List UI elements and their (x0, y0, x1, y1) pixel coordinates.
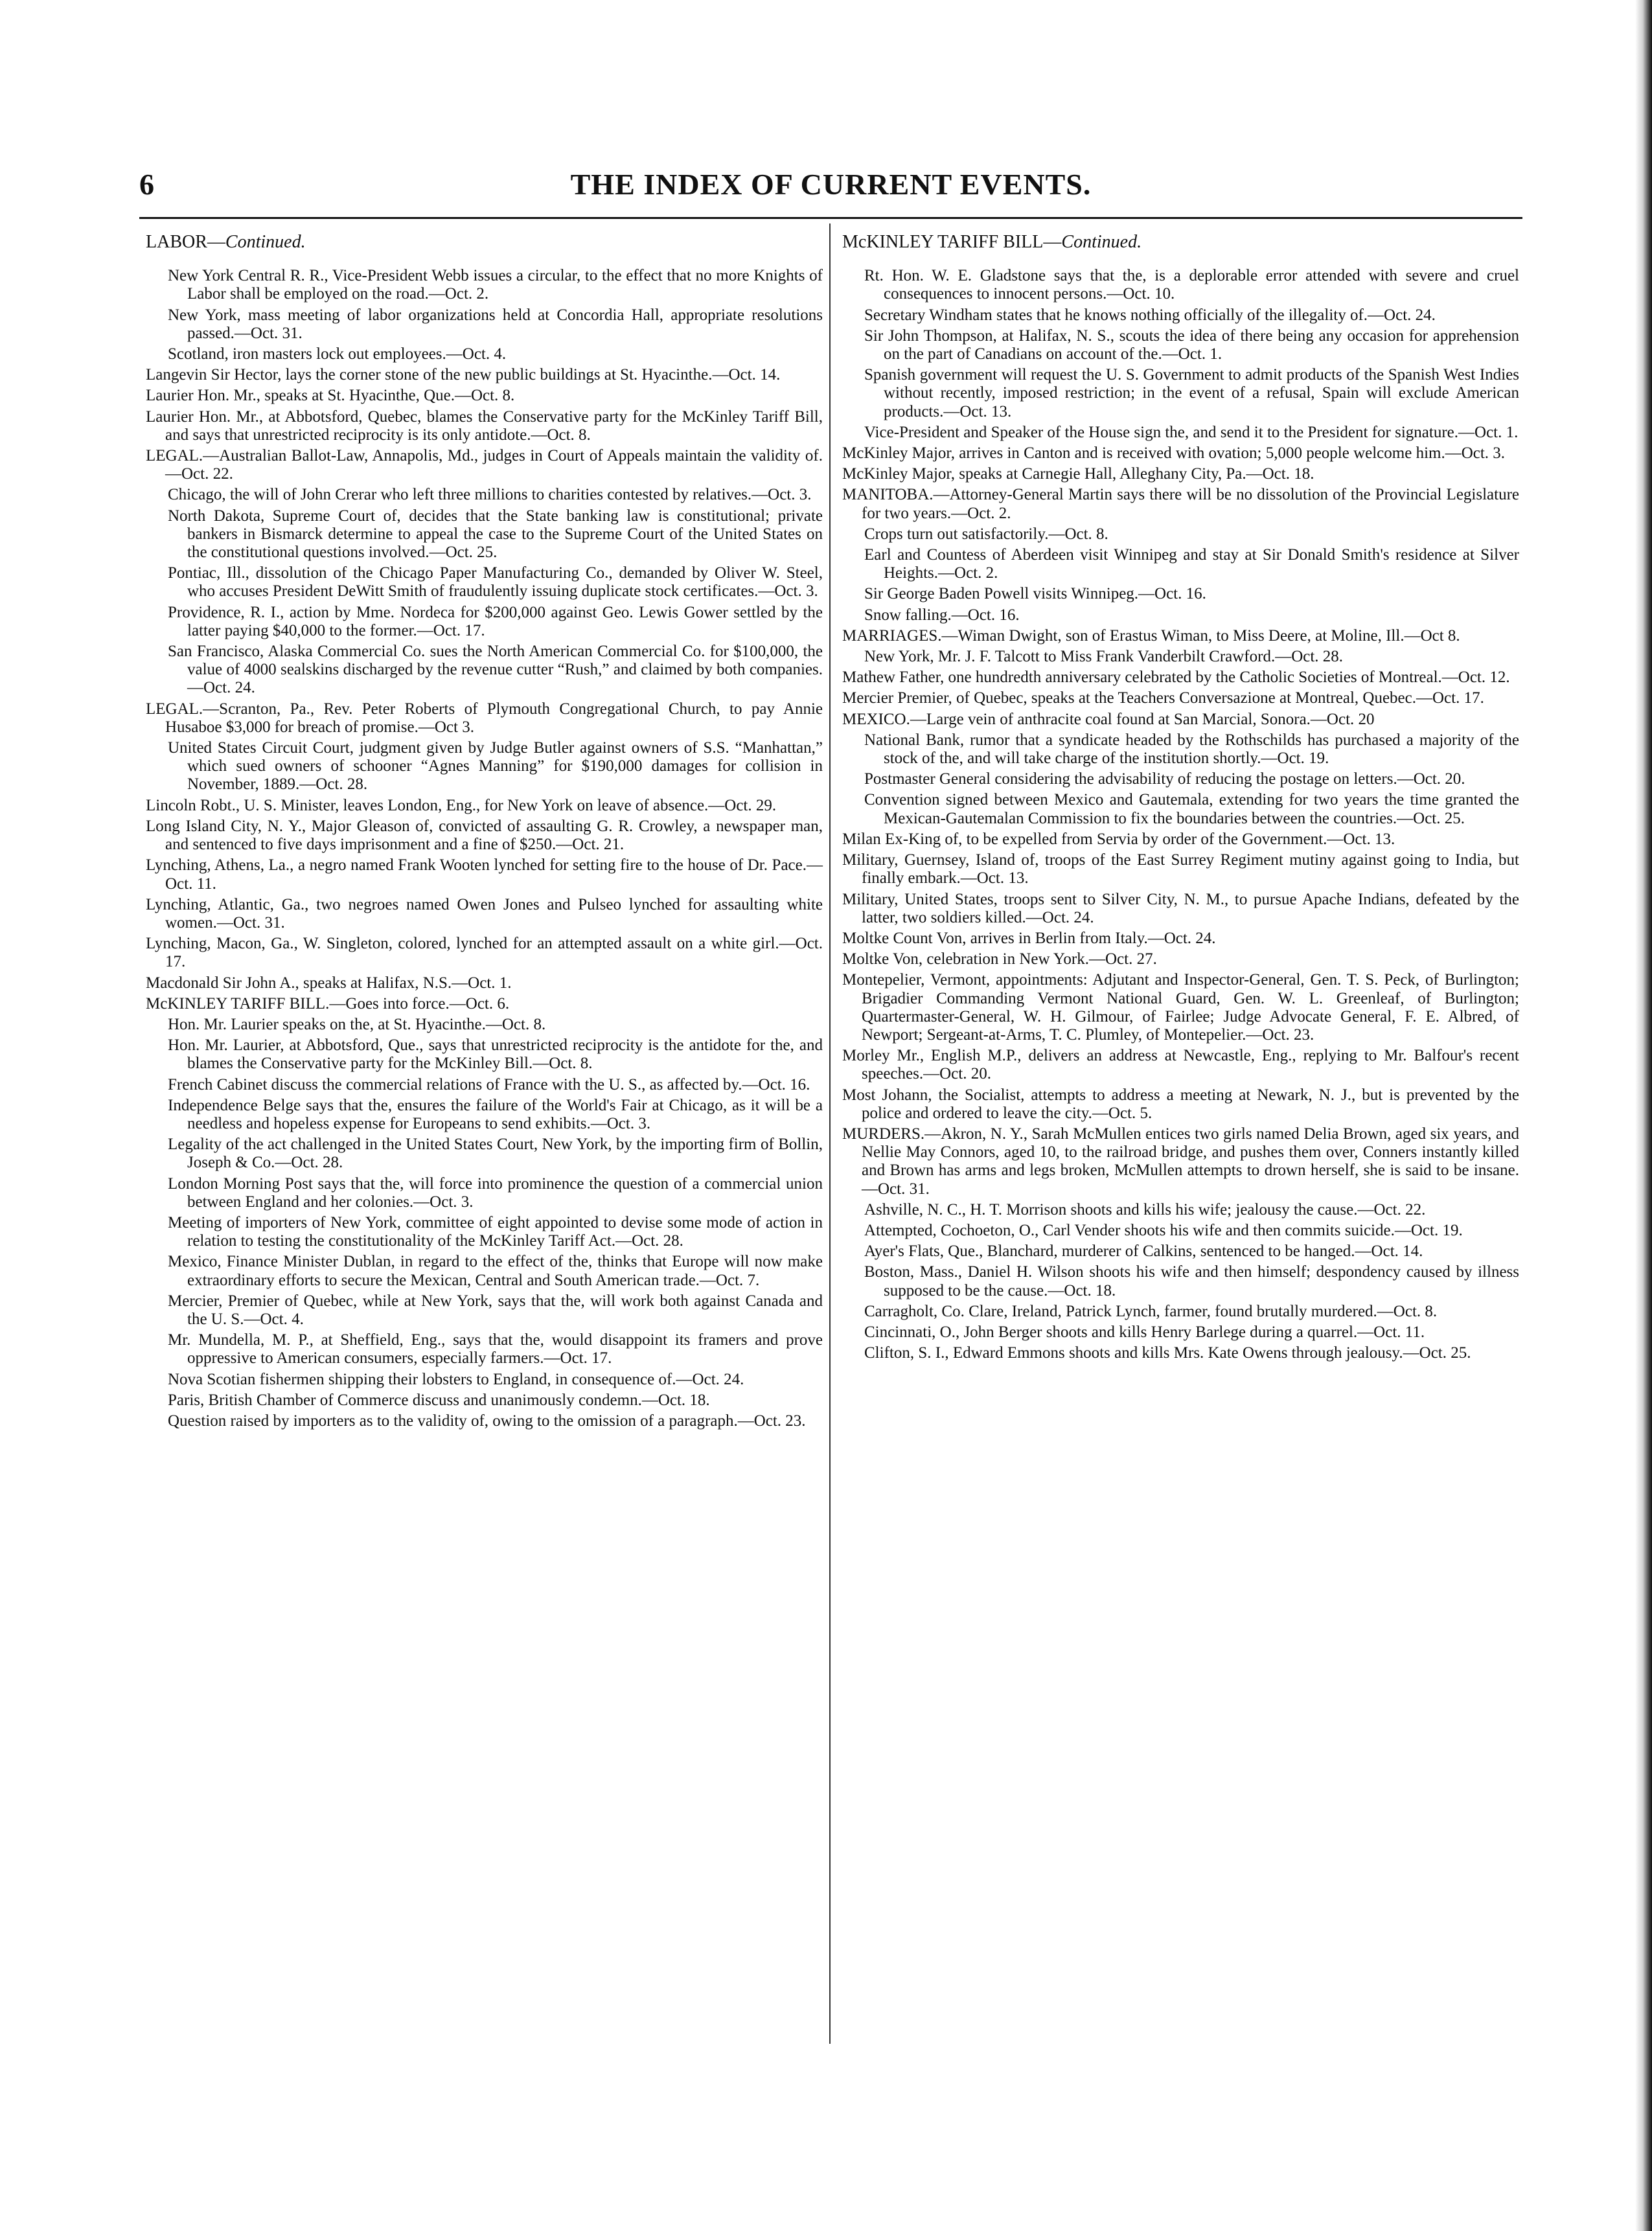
index-entry: Secretary Windham states that he knows nothing officially of the illegality of.—Oct. 24. (864, 306, 1436, 324)
index-entry: Earl and Countess of Aberdeen visit Winnipeg and stay at Sir Donald Smith's residence at Silver Heights.—Oct. 2. (864, 546, 1519, 582)
index-entry: Mercier Premier, of Quebec, speaks at the Teachers Conversazione at Montreal, Quebec.—Oct. 17. (842, 689, 1484, 707)
index-entry: Military, Guernsey, Island of, troops of the East Surrey Regiment mutiny against going to India, but finally embark.—Oct. 13. (842, 851, 1519, 887)
index-entry: Military, United States, troops sent to Silver City, N. M., to pursue Apache Indians, defeated by the latter, two soldiers killed.—Oct. 24. (842, 890, 1519, 926)
index-entry: McKinley Major, arrives in Canton and is received with ovation; 5,000 people welcome him.—Oct. 3. (842, 444, 1506, 463)
index-entry: Legality of the act challenged in the United States Court, New York, by the importing firm of Bollin, Joseph & Co.—Oct. 28. (168, 1136, 823, 1172)
index-entry: San Francisco, Alaska Commercial Co. sues the North American Commercial Co. for $100,000, the value of 4000 sealskins discharged by the revenue cutter “Rush,” and claimed by both companies.—Oct. 24. (168, 643, 823, 697)
column-divider (829, 223, 831, 2044)
index-entry: Question raised by importers as to the validity of, owing to the omission of a paragraph.—Oct. 23. (168, 1412, 806, 1430)
index-entry: Crops turn out satisfactorily.—Oct. 8. (864, 525, 1108, 543)
index-entry: Milan Ex-King of, to be expelled from Servia by order of the Government.—Oct. 13. (842, 830, 1395, 848)
right-column (842, 233, 1519, 1365)
index-entry: Sir George Baden Powell visits Winnipeg.—Oct. 16. (864, 585, 1206, 603)
index-entry: National Bank, rumor that a syndicate headed by the Rothschilds has purchased a majority of the stock of the, and will take charge of the institution shortly.—Oct. 19. (864, 731, 1519, 768)
index-entry: Boston, Mass., Daniel H. Wilson shoots his wife and then himself; despondency caused by illness supposed to be the cause.—Oct. 18. (864, 1263, 1519, 1299)
index-entry: United States Circuit Court, judgment given by Judge Butler against owners of S.S. “Manhattan,” which sued owners of schooner “Agnes Manning” for $190,000 damages for collision in November, 1889.—Oct. 28. (168, 739, 823, 794)
index-entry: Snow falling.—Oct. 16. (864, 606, 1020, 624)
index-entry: Laurier Hon. Mr., at Abbotsford, Quebec, blames the Conservative party for the McKinley Tariff Bill, and says that unrestricted reciprocity is its only antidote.—Oct. 8. (146, 407, 823, 444)
index-entry: Carragholt, Co. Clare, Ireland, Patrick Lynch, farmer, found brutally murdered.—Oct. 8. (864, 1302, 1438, 1320)
index-entry: MEXICO.—Large vein of anthracite coal found at San Marcial, Sonora.—Oct. 20 (842, 710, 1375, 728)
index-entry: New York Central R. R., Vice-President Webb issues a circular, to the effect that no more Knights of Labor shall be employed on the road.—Oct. 2. (168, 267, 823, 303)
index-entry: New York, Mr. J. F. Talcott to Miss Frank Vanderbilt Crawford.—Oct. 28. (864, 648, 1344, 666)
index-entry: McKINLEY TARIFF BILL.—Goes into force.—Oct. 6. (146, 994, 510, 1013)
index-entry: Pontiac, Ill., dissolution of the Chicago Paper Manufacturing Co., demanded by Oliver W. Steel, who accuses President DeWitt Smith of fraudulently issuing duplicate stock certificates.—Oct. 3. (168, 564, 823, 601)
left-column (146, 233, 823, 1433)
index-entry: Mathew Father, one hundredth anniversary celebrated by the Catholic Societies of Montreal.—Oct. 12. (842, 669, 1510, 687)
index-entry: Nova Scotian fishermen shipping their lobsters to England, in consequence of.—Oct. 24. (168, 1370, 744, 1388)
index-entry: Ashville, N. C., H. T. Morrison shoots and kills his wife; jealousy the cause.—Oct. 22. (864, 1200, 1426, 1218)
index-entry: Mr. Mundella, M. P., at Sheffield, Eng., says that the, would disappoint its framers and prove oppressive to American consumers, especially farmers.—Oct. 17. (168, 1331, 823, 1367)
index-entry: Convention signed between Mexico and Gautemala, extending for two years the time granted the Mexican-Gautemalan Commission to fix the boundaries between the countries.—Oct. 25. (864, 791, 1519, 827)
index-entry: Providence, R. I., action by Mme. Nordeca for $200,000 against Geo. Lewis Gower settled by the latter paying $40,000 to the former.—Oct. 17. (168, 603, 823, 639)
index-entry: Moltke Count Von, arrives in Berlin from Italy.—Oct. 24. (842, 929, 1216, 947)
continued-heading (842, 233, 1519, 251)
page-header (139, 167, 1522, 212)
index-entry: Morley Mr., English M.P., delivers an address at Newcastle, Eng., replying to Mr. Balfour's recent speeches.—Oct. 20. (842, 1047, 1519, 1083)
continued-heading-italic: Continued. (225, 232, 306, 252)
index-entry: Paris, British Chamber of Commerce discuss and unanimously condemn.—Oct. 18. (168, 1391, 710, 1409)
index-entry: Mexico, Finance Minister Dublan, in regard to the effect of the, thinks that Europe will now make extraordinary efforts to secure the Mexican, Central and South American trade.—Oct. 7. (168, 1253, 823, 1289)
index-entry: Lincoln Robt., U. S. Minister, leaves London, Eng., for New York on leave of absence.—Oct. 29. (146, 796, 777, 814)
index-entry: Chicago, the will of John Crerar who left three millions to charities contested by relatives.—Oct. 3. (168, 486, 812, 504)
index-entry: Meeting of importers of New York, committee of eight appointed to devise some mode of action in relation to testing the constitutionality of the McKinley Tariff Act.—Oct. 28. (168, 1213, 823, 1250)
continued-heading-main: McKINLEY TARIFF BILL— (842, 232, 1062, 252)
index-entries (842, 267, 1519, 1362)
index-entry: Montepelier, Vermont, appointments: Adjutant and Inspector-General, Gen. T. S. Peck, of Burlington; Brigadier Commanding Vermont National Guard, Gen. W. L. Greenleaf, of Burlington; Quartermaster-General, W. H. Gilmour, of Fairlee; Judge Advocate General, F. E. Albred, of Newport; Sergeant-at-Arms, T. C. Plumley, of Montepelier.—Oct. 23. (842, 971, 1519, 1044)
index-entry: London Morning Post says that the, will force into prominence the question of a commercial union between England and her colonies.—Oct. 3. (168, 1174, 823, 1211)
index-entry: Langevin Sir Hector, lays the corner stone of the new public buildings at St. Hyacinthe.—Oct. 14. (146, 366, 781, 384)
index-entry: New York, mass meeting of labor organizations held at Concordia Hall, appropriate resolutions passed.—Oct. 31. (168, 306, 823, 342)
index-entry: Most Johann, the Socialist, attempts to address a meeting at Newark, N. J., but is prevented by the police and ordered to leave the city.—Oct. 5. (842, 1086, 1519, 1122)
scan-edge-shadow (1635, 0, 1652, 2231)
index-entry: LEGAL.—Australian Ballot-Law, Annapolis, Md., judges in Court of Appeals maintain the validity of.—Oct. 22. (146, 447, 823, 483)
index-entry: Macdonald Sir John A., speaks at Halifax, N.S.—Oct. 1. (146, 974, 512, 992)
index-entry: Mercier, Premier of Quebec, while at New York, says that the, will work both against Canada and the U. S.—Oct. 4. (168, 1292, 823, 1328)
index-entry: Postmaster General considering the advisability of reducing the postage on letters.—Oct. 20. (864, 770, 1465, 788)
index-entries (146, 267, 823, 1430)
index-entry: Lynching, Macon, Ga., W. Singleton, colored, lynched for an attempted assault on a white girl.—Oct. 17. (146, 935, 823, 971)
index-entry: McKinley Major, speaks at Carnegie Hall, Alleghany City, Pa.—Oct. 18. (842, 465, 1314, 483)
page-title: THE INDEX OF CURRENT EVENTS. (570, 168, 1092, 201)
header-rule (139, 217, 1522, 219)
index-entry: French Cabinet discuss the commercial relations of France with the U. S., as affected by.—Oct. 16. (168, 1075, 810, 1093)
index-entry: Independence Belge says that the, ensures the failure of the World's Fair at Chicago, as it will be a needless and hopeless expense for Europeans to send exhibits.—Oct. 3. (168, 1096, 823, 1132)
index-entry: Vice-President and Speaker of the House sign the, and send it to the President for signature.—Oct. 1. (864, 423, 1519, 441)
index-entry: Moltke Von, celebration in New York.—Oct. 27. (842, 950, 1157, 968)
index-entry: Ayer's Flats, Que., Blanchard, murderer of Calkins, sentenced to be hanged.—Oct. 14. (864, 1242, 1423, 1261)
index-entry: Attempted, Cochoeton, O., Carl Vender shoots his wife and then commits suicide.—Oct. 19. (864, 1221, 1463, 1239)
continued-heading-main: LABOR— (146, 232, 225, 252)
index-entry: North Dakota, Supreme Court of, decides that the State banking law is constitutional; private bankers in Bismarck determine to appeal the case to the Supreme Court of the United States on the constitutional questions involved.—Oct. 25. (168, 507, 823, 562)
index-entry: Hon. Mr. Laurier, at Abbotsford, Que., says that unrestricted reciprocity is the antidote for the, and blames the Conservative party for the McKinley Bill.—Oct. 8. (168, 1036, 823, 1073)
index-entry: Sir John Thompson, at Halifax, N. S., scouts the idea of there being any occasion for apprehension on the part of Canadians on account of the.—Oct. 1. (864, 326, 1519, 363)
index-entry: LEGAL.—Scranton, Pa., Rev. Peter Roberts of Plymouth Congregational Church, to pay Annie Husaboe $3,000 for breach of promise.—Oct 3. (146, 700, 823, 736)
index-entry: MANITOBA.—Attorney-General Martin says there will be no dissolution of the Provincial Legislature for two years.—Oct. 2. (842, 486, 1519, 522)
index-entry: MARRIAGES.—Wiman Dwight, son of Erastus Wiman, to Miss Deere, at Moline, Ill.—Oct 8. (842, 626, 1460, 645)
index-entry: Hon. Mr. Laurier speaks on the, at St. Hyacinthe.—Oct. 8. (168, 1015, 546, 1033)
continued-heading-italic: Continued. (1061, 232, 1142, 252)
index-entry: Lynching, Athens, La., a negro named Frank Wooten lynched for setting fire to the house of Dr. Pace.—Oct. 11. (146, 856, 823, 893)
continued-heading (146, 233, 823, 251)
index-entry: MURDERS.—Akron, N. Y., Sarah McMullen entices two girls named Delia Brown, aged six years, and Nellie May Connors, aged 10, to the railroad bridge, and pushes them over, Conners instantly killed and Brown has arms and legs broken, McMullen attempts to drown herself, she is said to be insane.—Oct. 31. (842, 1125, 1519, 1198)
index-entry: Laurier Hon. Mr., speaks at St. Hyacinthe, Que.—Oct. 8. (146, 387, 515, 405)
index-entry: Scotland, iron masters lock out employees.—Oct. 4. (168, 345, 507, 363)
index-entry: Cincinnati, O., John Berger shoots and kills Henry Barlege during a quarrel.—Oct. 11. (864, 1323, 1425, 1341)
page-number: 6 (139, 168, 154, 201)
index-entry: Rt. Hon. W. E. Gladstone says that the, is a deplorable error attended with severe and cruel consequences to innocent persons.—Oct. 10. (864, 267, 1519, 303)
index-entry: Lynching, Atlantic, Ga., two negroes named Owen Jones and Pulseo lynched for assaulting white women.—Oct. 31. (146, 895, 823, 932)
index-entry: Long Island City, N. Y., Major Gleason of, convicted of assaulting G. R. Crowley, a newspaper man, and sentenced to five days imprisonment and a fine of $250.—Oct. 21. (146, 817, 823, 854)
index-entry: Spanish government will request the U. S. Government to admit products of the Spanish West Indies without recently, imposed restriction; in the event of a refusal, Spain will exclude American products.—Oct. 13. (864, 366, 1519, 420)
index-entry: Clifton, S. I., Edward Emmons shoots and kills Mrs. Kate Owens through jealousy.—Oct. 25. (864, 1344, 1471, 1362)
